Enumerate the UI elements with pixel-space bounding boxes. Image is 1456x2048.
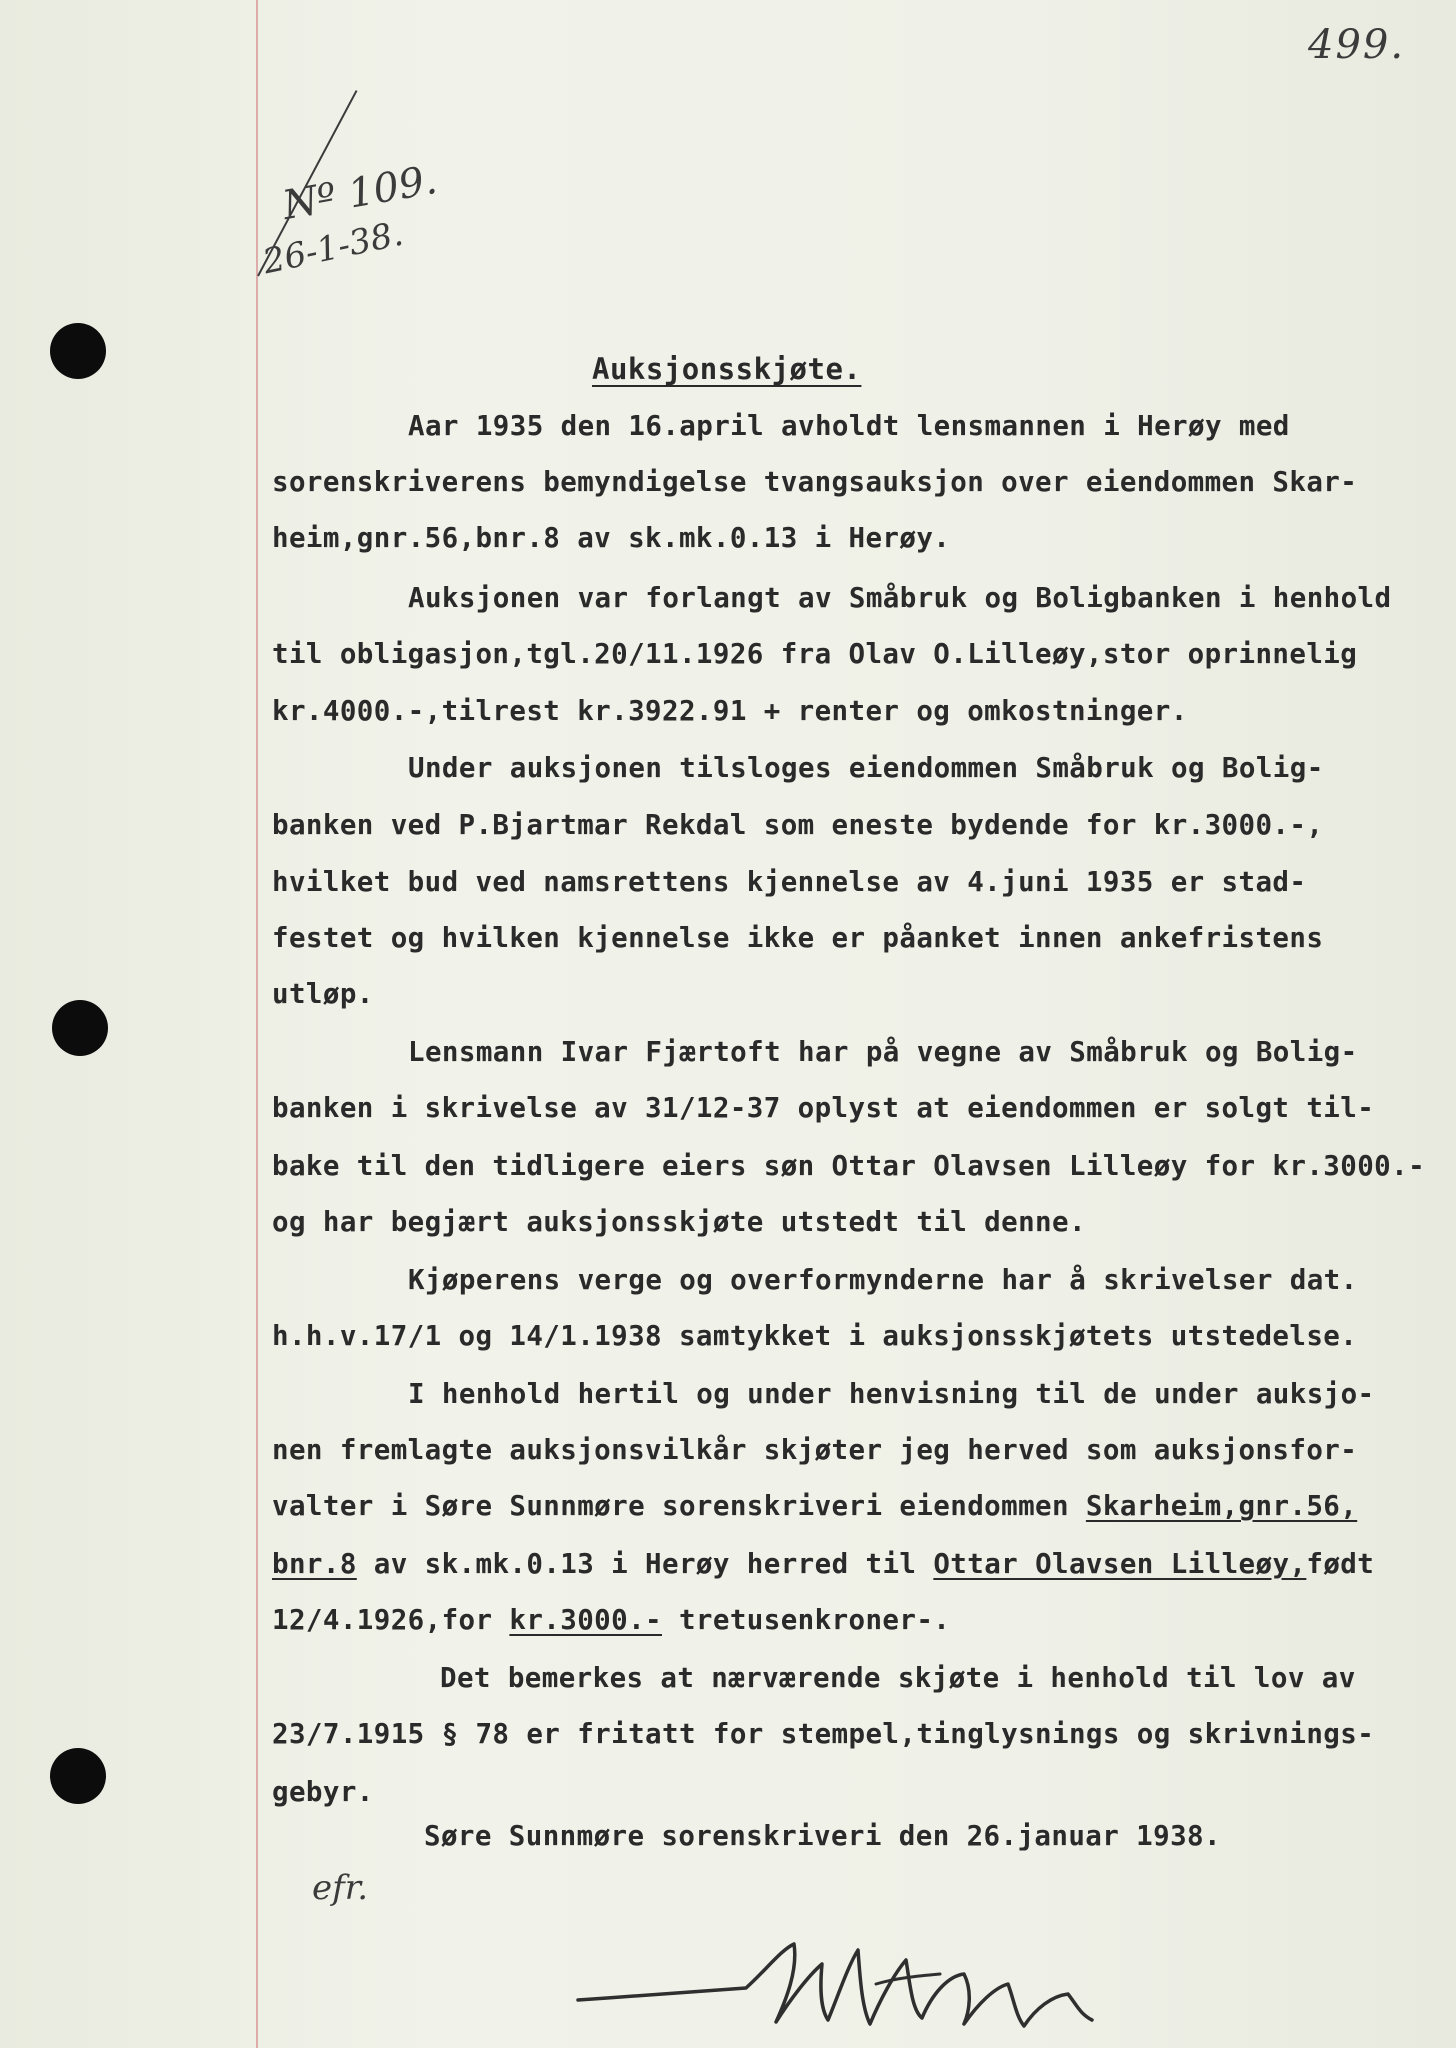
margin-line xyxy=(256,0,258,2048)
text-line-22-c: tretusenkroner-. xyxy=(662,1604,951,1636)
text-line-19: nen fremlagte auksjonsvilkår skjøter jeg herved som auksjonsfor- xyxy=(272,1434,1358,1466)
page-number: 499. xyxy=(1308,22,1406,68)
property-name-underlined: Skarheim,gnr.56, xyxy=(1085,1490,1358,1522)
buyer-name-underlined: Ottar Olavsen Lilleøy, xyxy=(933,1548,1307,1580)
text-line-24: 23/7.1915 § 78 er fritatt for stempel,tinglysnings og skrivnings- xyxy=(272,1718,1375,1750)
text-line-3: heim,gnr.56,bnr.8 av sk.mk.0.13 i Herøy. xyxy=(272,522,951,554)
text-line-8: banken ved P.Bjartmar Rekdal som eneste bydende for kr.3000.-, xyxy=(272,809,1324,841)
punch-hole-middle xyxy=(52,1000,108,1056)
handwritten-signature xyxy=(576,1930,1096,2040)
text-line-16: Kjøperens verge og overformynderne har å skrivelser dat. xyxy=(408,1264,1358,1296)
price-underlined: kr.3000.- xyxy=(509,1604,662,1636)
bnr-underlined: bnr.8 xyxy=(272,1548,357,1580)
text-line-18: I henhold hertil og under henvisning til de under auksjo- xyxy=(408,1378,1375,1410)
punch-hole-bottom xyxy=(50,1748,106,1804)
text-line-17: h.h.v.17/1 og 14/1.1938 samtykket i auksjonsskjøtets utstedelse. xyxy=(272,1320,1358,1352)
text-line-11: utløp. xyxy=(272,978,374,1010)
text-line-1: Aar 1935 den 16.april avholdt lensmannen i Herøy med xyxy=(408,410,1290,442)
text-line-22-a: 12/4.1926,for xyxy=(272,1604,510,1636)
text-line-21-d: født xyxy=(1306,1548,1375,1580)
margin-note-date: 26-1-38. xyxy=(259,213,407,283)
text-line-6: kr.4000.-,tilrest kr.3922.91 + renter og omkostninger. xyxy=(272,695,1188,727)
text-line-22 xyxy=(272,1604,950,1636)
text-line-4: Auksjonen var forlangt av Småbruk og Boligbanken i henhold xyxy=(408,582,1392,614)
text-line-5: til obligasjon,tgl.20/11.1926 fra Olav O.Lilleøy,stor oprinnelig xyxy=(272,638,1358,670)
text-line-23: Det bemerkes at nærværende skjøte i henhold til lov av xyxy=(440,1662,1356,1694)
text-line-21 xyxy=(272,1548,1374,1580)
text-line-13: banken i skrivelse av 31/12-37 oplyst at eiendommen er solgt til- xyxy=(272,1092,1375,1124)
text-line-25: gebyr. xyxy=(272,1776,374,1808)
text-line-12: Lensmann Ivar Fjærtoft har på vegne av Småbruk og Bolig- xyxy=(408,1036,1358,1068)
text-line-26: Søre Sunnmøre sorenskriveri den 26.januar 1938. xyxy=(424,1820,1221,1852)
text-line-14: bake til den tidligere eiers søn Ottar Olavsen Lilleøy for kr.3000.- xyxy=(272,1150,1426,1182)
text-line-15: og har begjært auksjonsskjøte utstedt til denne. xyxy=(272,1206,1086,1238)
text-line-20 xyxy=(272,1490,1357,1522)
clerk-initials: efr. xyxy=(312,1868,369,1908)
text-line-9: hvilket bud ved namsrettens kjennelse av 4.juni 1935 er stad- xyxy=(272,866,1307,898)
text-line-7: Under auksjonen tilsloges eiendommen Småbruk og Bolig- xyxy=(408,752,1324,784)
margin-note-number: Nº 109. xyxy=(279,156,441,230)
text-line-20-a: valter i Søre Sunnmøre sorenskriveri eiendommen xyxy=(272,1490,1086,1522)
text-line-2: sorenskriverens bemyndigelse tvangsauksjon over eiendommen Skar- xyxy=(272,466,1358,498)
text-line-10: festet og hvilken kjennelse ikke er påanket innen ankefristens xyxy=(272,922,1324,954)
punch-hole-top xyxy=(50,323,106,379)
document-title: Auksjonsskjøte. xyxy=(592,352,862,386)
text-line-21-b: av sk.mk.0.13 i Herøy herred til xyxy=(356,1548,934,1580)
